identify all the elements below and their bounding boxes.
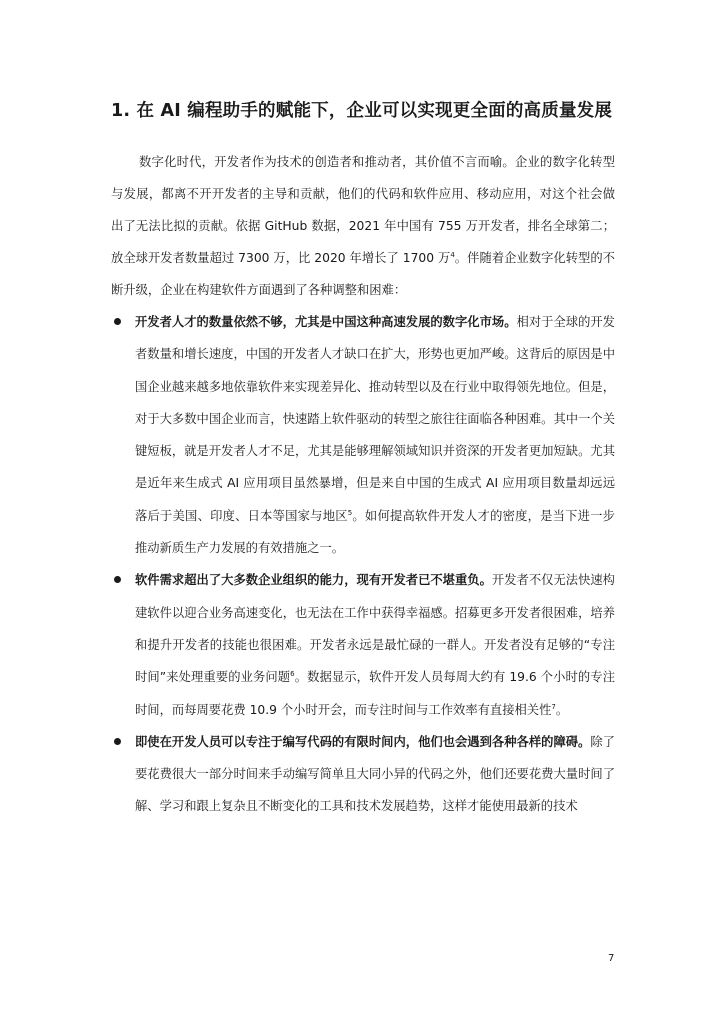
bullet-text-after: 。如何提高软件开发人才的密度，是当下进一步推动新质生产力发展的有效措施之一。: [135, 508, 615, 556]
bullet-lead: 软件需求超出了大多数企业组织的能力，现有开发者已不堪重负。: [135, 573, 492, 588]
page-number: 7: [608, 953, 615, 964]
list-item: [135, 306, 615, 564]
footnote-marker[interactable]: 7: [551, 702, 556, 711]
footnote-marker[interactable]: 4: [450, 251, 455, 259]
bullet-dot-icon: [114, 318, 121, 325]
body-text: [111, 146, 615, 823]
bullet-text-after: 。: [555, 702, 569, 717]
bullet-lead: 即使在开发人员可以专注于编写代码的有限时间内，他们也会遇到各种各样的障碍。: [135, 734, 591, 749]
bullet-text: 开发者不仅无法快速构建软件以迎合业务高速变化，也无法在工作中获得幸福感。招募更多开发者很困难，培养和提升开发者的技能也很困难。开发者永远是最忙碌的一群人。开发者没有足够的“专注时间”来处理重要的业务问题: [135, 573, 615, 685]
section-heading: 1. 在 AI 编程助手的赋能下，企业可以实现更全面的高质量发展: [111, 101, 613, 121]
challenge-list: [111, 306, 615, 823]
list-item: [135, 726, 615, 823]
footnote-marker[interactable]: 5: [347, 508, 353, 517]
bullet-text: 除了要花费很大一部分时间来手动编写简单且大同小异的代码之外，他们还要花费大量时间了解、学习和跟上复杂且不断变化的工具和技术发展趋势，这样才能使用最新的技术: [135, 734, 615, 814]
list-item: [135, 564, 615, 725]
intro-paragraph: 数字化时代，开发者作为技术的创造者和推动者，其价值不言而喻。企业的数字化转型与发展，都离不开开发者的主导和贡献，他们的代码和软件应用、移动应用，对这个社会做出了无法比拟的贡献。依据 GitHub 数据，2021 年中国有 755 万开发者，排名全球第二；放全球开发者数量超过 7300 万，比 2020 年增长了 1700 万$^4$。伴随着企业数字化转型的不断升级，企业在构建软件方面遇到了各种调整和困难：: [111, 155, 615, 297]
bullet-text: 相对于全球的开发者数量和增长速度，中国的开发者人才缺口在扩大，形势也更加严峻。这背后的原因是中国企业越来越多地依靠软件来实现差异化、推动转型以及在行业中取得领先地位。但是，对于大多数中国企业而言，快速踏上软件驱动的转型之旅往往面临各种困难。其中一个关键短板，就是开发者人才不足，尤其是能够理解领域知识并资深的开发者更加短缺。尤其是近年来生成式 AI 应用项目虽然暴增，但是来自中国的生成式 AI 应用项目数量却远远落后于美国、印度、日本等国家与地区: [135, 315, 615, 523]
bullet-dot-icon: [114, 576, 121, 583]
bullet-dot-icon: [114, 738, 121, 745]
bullet-text-mid: 。数据显示，软件开发人员每周大约有 19.6 个小时的专注时间，而每周要花费 10.9 个小时开会，而专注时间与工作效率有直接相关性: [135, 670, 615, 717]
bullet-lead: 开发者人才的数量依然不够，尤其是中国这种高速发展的数字化市场。: [135, 315, 517, 329]
footnote-marker[interactable]: 6: [290, 670, 295, 679]
